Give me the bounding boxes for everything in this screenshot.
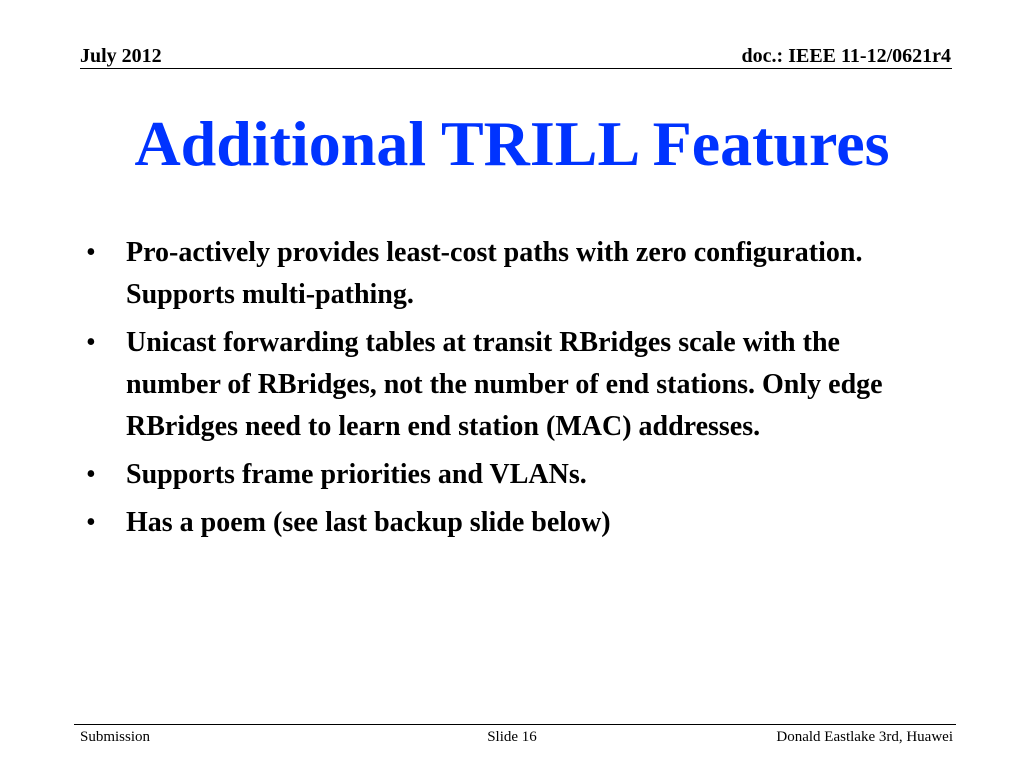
header-date: July 2012	[80, 45, 162, 67]
footer-slide-number: Slide 16	[487, 729, 537, 745]
header-doc-id: doc.: IEEE 11-12/0621r4	[741, 45, 951, 67]
bullet-icon: •	[86, 237, 96, 268]
footer-submission: Submission	[80, 729, 151, 745]
bullet-text: Supports frame priorities and VLANs.	[126, 459, 587, 490]
bullet-list	[86, 232, 936, 550]
bullet-item	[86, 232, 936, 316]
footer-author: Donald Eastlake 3rd, Huawei	[776, 729, 953, 745]
bullet-text: Has a poem (see last backup slide below)	[126, 507, 611, 538]
bullet-icon: •	[86, 507, 96, 538]
bullet-text: Unicast forwarding tables at transit RBridges scale with the number of RBridges, not the number of end stations. Only edge RBridges need to learn end station (MAC) addresses.	[126, 327, 883, 442]
bullet-icon: •	[86, 459, 96, 490]
footer-divider	[74, 724, 956, 725]
bullet-item	[86, 502, 936, 544]
header-divider	[80, 68, 952, 69]
bullet-icon: •	[86, 327, 96, 358]
bullet-item	[86, 322, 936, 448]
bullet-text: Pro-actively provides least-cost paths with zero configuration. Supports multi-pathing.	[126, 237, 863, 310]
bullet-item	[86, 454, 936, 496]
slide-title: Additional TRILL Features	[134, 108, 890, 179]
